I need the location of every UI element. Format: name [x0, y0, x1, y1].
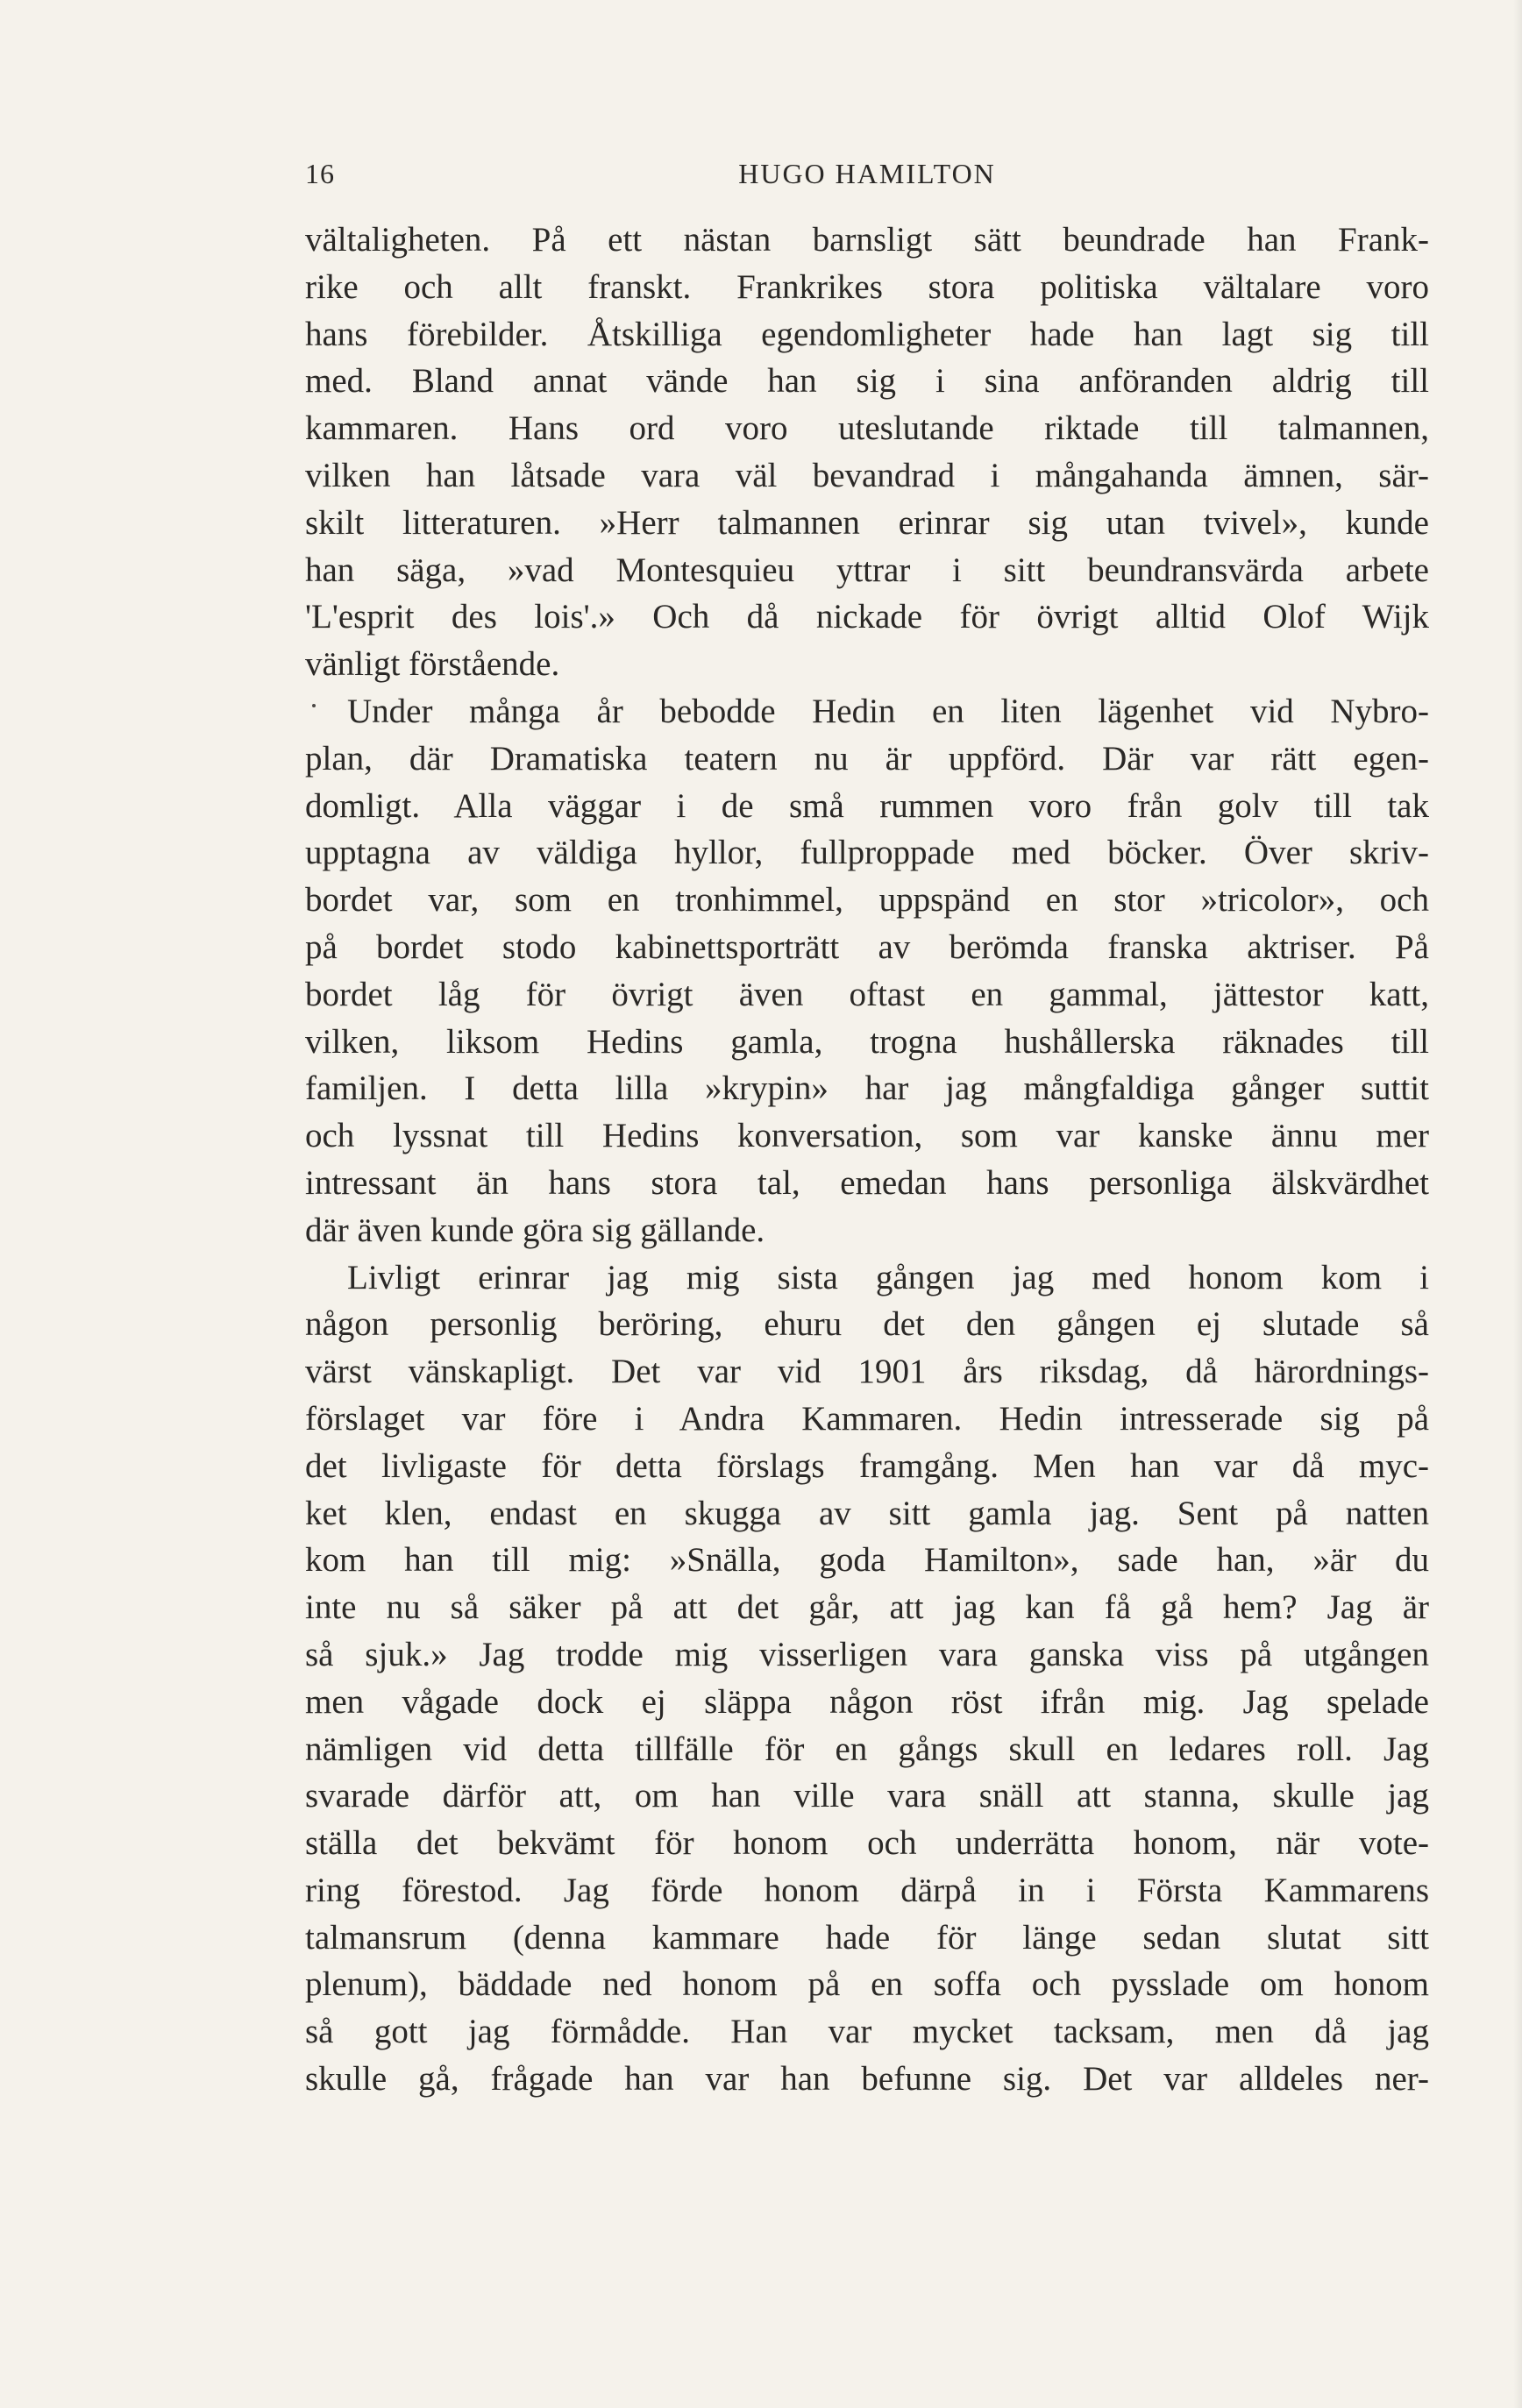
- text-line: med. Bland annat vände han sig i sina anföranden aldrig till: [305, 362, 1429, 401]
- paragraph: [305, 217, 1429, 688]
- paragraph: [305, 1254, 1429, 2103]
- text-line: och lyssnat till Hedins konversation, som var kanske ännu mer: [305, 1117, 1429, 1155]
- text-line: intressant än hans stora tal, emedan hans personliga älskvärdhet: [305, 1163, 1429, 1202]
- text-line: vilken han låtsade vara väl bevandrad i mångahanda ämnen, sär-: [305, 456, 1429, 494]
- text-line: där även kunde göra sig gällande.: [305, 1211, 765, 1249]
- text-line: talmansrum (denna kammare hade för länge sedan slutat sitt: [305, 1918, 1429, 1957]
- text-line: vältaligheten. På ett nästan barnsligt sätt beundrade han Frank-: [305, 221, 1429, 259]
- text-line: någon personlig beröring, ehuru det den gången ej slutade så: [305, 1305, 1429, 1344]
- text-line: vänligt förstående.: [305, 645, 560, 684]
- text-line: det livligaste för detta förslags framgång. Men han var då myc-: [305, 1446, 1429, 1485]
- page-number: 16: [305, 158, 335, 189]
- text-line: på bordet stodo kabinettsporträtt av berömda franska aktriser. På: [305, 927, 1429, 966]
- text-line: nämligen vid detta tillfälle för en gångs skull en ledares roll. Jag: [305, 1730, 1429, 1768]
- text-line: inte nu så säker på att det går, att jag kan få gå hem? Jag är: [305, 1588, 1429, 1627]
- text-line: svarade därför att, om han ville vara snäll att stanna, skulle jag: [305, 1777, 1429, 1815]
- text-line: skilt litteraturen. »Herr talmannen erinrar sig utan tvivel», kunde: [305, 503, 1429, 542]
- text-line: förslaget var före i Andra Kammaren. Hedin intresserade sig på: [305, 1399, 1429, 1438]
- text-line: Livligt erinrar jag mig sista gången jag med honom kom i: [347, 1258, 1429, 1296]
- text-line: kom han till mig: »Snälla, goda Hamilton», sade han, »är du: [305, 1541, 1429, 1580]
- text-line: ket klen, endast en skugga av sitt gamla jag. Sent på natten: [305, 1494, 1429, 1532]
- text-line: familjen. I detta lilla »krypin» har jag mångfaldiga gånger suttit: [305, 1069, 1429, 1108]
- text-line: 'L'esprit des lois'.» Och då nickade för övrigt alltid Olof Wijk: [305, 598, 1429, 636]
- text-line: kammaren. Hans ord voro uteslutande riktade till talmannen,: [305, 409, 1429, 448]
- text-line: rike och allt franskt. Frankrikes stora politiska vältalare voro: [305, 267, 1429, 306]
- text-line: så gott jag förmådde. Han var mycket tacksam, men då jag: [305, 2013, 1429, 2051]
- text-line: värst vänskapligt. Det var vid 1901 års riksdag, då härordnings-: [305, 1353, 1429, 1391]
- text-line: ställa det bekvämt för honom och underrätta honom, när vote-: [305, 1824, 1429, 1863]
- text-line: bordet låg för övrigt även oftast en gammal, jättestor katt,: [305, 975, 1429, 1013]
- running-head-title: HUGO HAMILTON: [738, 158, 996, 189]
- page-edge-shadow: [1513, 0, 1522, 2408]
- body-text: [305, 217, 1429, 2103]
- text-line: bordet var, som en tronhimmel, uppspänd en stor »tricolor», och: [305, 881, 1429, 920]
- text-line: plan, där Dramatiska teatern nu är uppförd. Där var rätt egen-: [305, 739, 1429, 778]
- text-line: så sjuk.» Jag trodde mig visserligen vara ganska viss på utgången: [305, 1635, 1429, 1673]
- text-line: men vågade dock ej släppa någon röst ifrån mig. Jag spelade: [305, 1682, 1429, 1721]
- running-head: [305, 149, 1429, 202]
- text-line: skulle gå, frågade han var han befunne sig. Det var alldeles ner-: [305, 2060, 1429, 2099]
- text-line: hans förebilder. Åtskilliga egendomligheter hade han lagt sig till: [305, 315, 1429, 353]
- text-line: plenum), bäddade ned honom på en soffa och pysslade om honom: [305, 1965, 1429, 2004]
- text-line: vilken, liksom Hedins gamla, trogna hushållerska räknades till: [305, 1022, 1429, 1061]
- paragraph: [305, 688, 1429, 1254]
- text-line: domligt. Alla väggar i de små rummen voro från golv till tak: [305, 786, 1429, 825]
- text-line: han säga, »vad Montesquieu yttrar i sitt beundransvärda arbete: [305, 551, 1429, 589]
- text-line: ring förestod. Jag förde honom därpå in i Första Kammarens: [305, 1871, 1429, 1909]
- text-line: Under många år bebodde Hedin en liten lägenhet vid Nybro-: [347, 692, 1429, 730]
- text-line: upptagna av väldiga hyllor, fullproppade med böcker. Över skriv-: [305, 834, 1429, 872]
